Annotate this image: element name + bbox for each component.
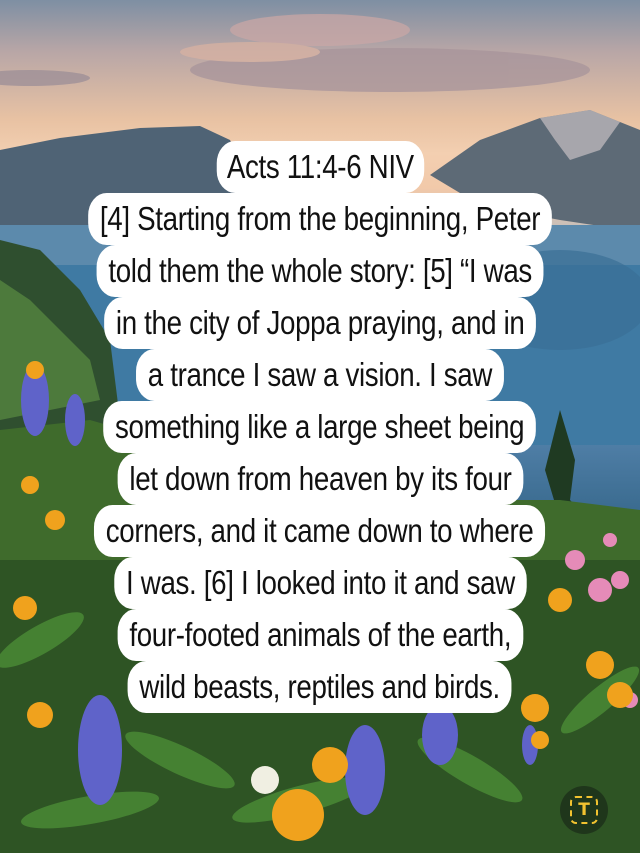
verse-text-block <box>0 141 640 713</box>
text-recognition-button[interactable] <box>560 786 608 834</box>
verse-line: told them the whole story: [5] “I was <box>96 245 543 297</box>
verse-line: in the city of Joppa praying, and in <box>104 297 536 349</box>
verse-line: let down from heaven by its four <box>117 453 523 505</box>
verse-line: [4] Starting from the beginning, Peter <box>88 193 552 245</box>
sunset-clouds <box>0 14 590 92</box>
text-tool-icon: T <box>570 796 598 824</box>
verse-reference: Acts 11:4-6 NIV <box>216 141 423 193</box>
verse-line: I was. [6] I looked into it and saw <box>114 557 526 609</box>
verse-line: corners, and it came down to where <box>94 505 545 557</box>
verse-line: a trance I saw a vision. I saw <box>136 349 504 401</box>
verse-line: something like a large sheet being <box>104 401 537 453</box>
verse-line: four-footed animals of the earth, <box>117 609 522 661</box>
verse-line: wild beasts, reptiles and birds. <box>128 661 512 713</box>
